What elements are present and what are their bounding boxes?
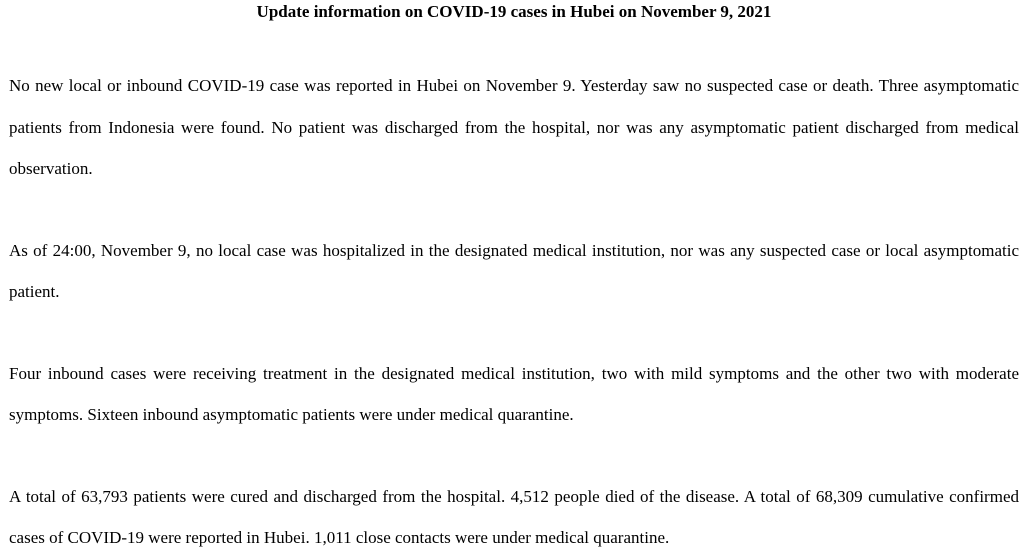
paragraph-new-cases: No new local or inbound COVID-19 case was reported in Hubei on November 9. Yesterday saw no suspected case or death. Three asymptomatic patients from Indonesia were found. No patient was discharged from the hospital, nor was any asymptomatic patient discharged from medical observation. [9,76,1019,178]
paragraph-inbound-treatment: Four inbound cases were receiving treatment in the designated medical institution, two with mild symptoms and the other two with moderate symptoms. Sixteen inbound asymptomatic patients were under medical quarantine. [9,363,1019,424]
document-title: Update information on COVID-19 cases in Hubei on November 9, 2021 [256,2,772,21]
paragraph-local-status: As of 24:00, November 9, no local case was hospitalized in the designated medical institution, nor was any suspected case or local asymptomatic patient. [9,240,1019,301]
paragraph-cumulative-totals: A total of 63,793 patients were cured and discharged from the hospital. 4,512 people died of the disease. A total of 68,309 cumulative confirmed cases of COVID-19 were reported in Hubei. 1,011 close contacts were under medical quarantine. [9,486,1019,547]
